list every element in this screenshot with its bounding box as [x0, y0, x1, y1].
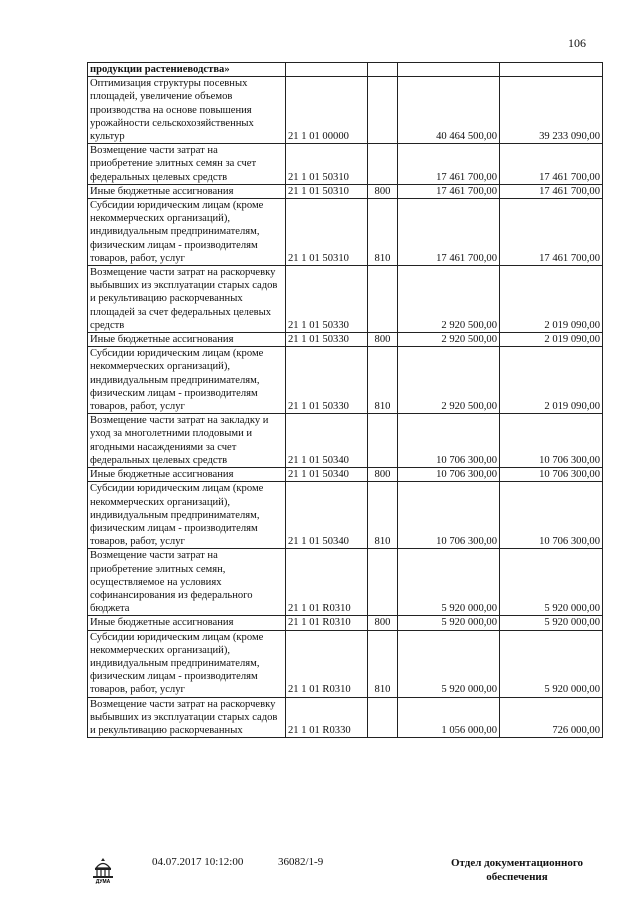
sum-2017-cell: 17 461 700,00: [398, 184, 500, 198]
name-cell: Субсидии юридическим лицам (кроме некоммерческих организаций), индивидуальным предпринимателям, физическим лицам - производителям товаров, работ, услуг: [88, 630, 286, 697]
vr-cell: [368, 549, 398, 616]
sum-2018-cell: [500, 63, 603, 77]
sum-2018-cell: 10 706 300,00: [500, 468, 603, 482]
table-row: [88, 468, 603, 482]
sum-2017-cell: 17 461 700,00: [398, 144, 500, 185]
vr-cell: 800: [368, 333, 398, 347]
code-cell: 21 1 01 50310: [286, 199, 368, 266]
sum-2017-cell: 17 461 700,00: [398, 199, 500, 266]
sum-2017-cell: 2 920 500,00: [398, 266, 500, 333]
name-cell: Иные бюджетные ассигнования: [88, 333, 286, 347]
sum-2018-cell: 39 233 090,00: [500, 77, 603, 144]
code-cell: 21 1 01 50330: [286, 347, 368, 414]
sum-2018-cell: 2 019 090,00: [500, 266, 603, 333]
name-cell: Оптимизация структуры посевных площадей, увеличение объемов производства на основе повышения урожайности сельскохозяйственных культур: [88, 77, 286, 144]
sum-2017-cell: [398, 63, 500, 77]
sum-2018-cell: 5 920 000,00: [500, 549, 603, 616]
duma-logo-icon: [90, 856, 116, 884]
vr-cell: [368, 144, 398, 185]
footer-doc-code: 36082/1-9: [278, 856, 324, 868]
vr-cell: 810: [368, 630, 398, 697]
code-cell: 21 1 01 R0330: [286, 697, 368, 738]
vr-cell: [368, 63, 398, 77]
table-row: [88, 144, 603, 185]
table-row: [88, 199, 603, 266]
sum-2017-cell: 2 920 500,00: [398, 333, 500, 347]
code-cell: 21 1 01 R0310: [286, 630, 368, 697]
code-cell: 21 1 01 R0310: [286, 616, 368, 630]
code-cell: 21 1 01 50340: [286, 482, 368, 549]
code-cell: [286, 63, 368, 77]
code-cell: 21 1 01 50330: [286, 266, 368, 333]
code-cell: 21 1 01 00000: [286, 77, 368, 144]
code-cell: 21 1 01 R0310: [286, 549, 368, 616]
table-row: [88, 616, 603, 630]
table-row: [88, 184, 603, 198]
name-cell: Иные бюджетные ассигнования: [88, 616, 286, 630]
vr-cell: [368, 266, 398, 333]
sum-2018-cell: 17 461 700,00: [500, 144, 603, 185]
vr-cell: [368, 697, 398, 738]
name-cell: Иные бюджетные ассигнования: [88, 468, 286, 482]
name-cell: продукции растениеводства»: [88, 63, 286, 77]
table-row: [88, 347, 603, 414]
vr-cell: 810: [368, 482, 398, 549]
sum-2017-cell: 40 464 500,00: [398, 77, 500, 144]
code-cell: 21 1 01 50310: [286, 184, 368, 198]
sum-2018-cell: 5 920 000,00: [500, 630, 603, 697]
vr-cell: 810: [368, 347, 398, 414]
table-row: [88, 63, 603, 77]
footer-department: Отдел документационного обеспечения: [450, 857, 584, 883]
footer-timestamp: 04.07.2017 10:12:00: [152, 856, 244, 868]
code-cell: 21 1 01 50340: [286, 414, 368, 468]
svg-text:ДУМА: ДУМА: [95, 879, 111, 884]
vr-cell: 800: [368, 616, 398, 630]
budget-table: [87, 62, 603, 738]
name-cell: Возмещение части затрат на закладку и уход за многолетними плодовыми и ягодными насаждениями за счет федеральных целевых средств: [88, 414, 286, 468]
table-row: [88, 697, 603, 738]
sum-2017-cell: 10 706 300,00: [398, 482, 500, 549]
sum-2017-cell: 1 056 000,00: [398, 697, 500, 738]
sum-2018-cell: 10 706 300,00: [500, 482, 603, 549]
name-cell: Возмещение части затрат на приобретение элитных семян, осуществляемое на условиях софинансирования из федерального бюджета: [88, 549, 286, 616]
name-cell: Возмещение части затрат на раскорчевку выбывших из эксплуатации старых садов и рекультивацию раскорчеванных площадей за счет федеральных целевых средств: [88, 266, 286, 333]
sum-2018-cell: 726 000,00: [500, 697, 603, 738]
table-row: [88, 549, 603, 616]
table-row: [88, 482, 603, 549]
vr-cell: 810: [368, 199, 398, 266]
table-row: [88, 266, 603, 333]
code-cell: 21 1 01 50310: [286, 144, 368, 185]
vr-cell: 800: [368, 468, 398, 482]
table-row: [88, 414, 603, 468]
table-row: [88, 630, 603, 697]
code-cell: 21 1 01 50340: [286, 468, 368, 482]
sum-2018-cell: 17 461 700,00: [500, 199, 603, 266]
sum-2017-cell: 5 920 000,00: [398, 630, 500, 697]
sum-2017-cell: 10 706 300,00: [398, 468, 500, 482]
sum-2017-cell: 2 920 500,00: [398, 347, 500, 414]
table-row: [88, 77, 603, 144]
sum-2017-cell: 5 920 000,00: [398, 549, 500, 616]
page-number: 106: [568, 36, 586, 50]
sum-2018-cell: 2 019 090,00: [500, 347, 603, 414]
name-cell: Субсидии юридическим лицам (кроме некоммерческих организаций), индивидуальным предпринимателям, физическим лицам - производителям товаров, работ, услуг: [88, 199, 286, 266]
name-cell: Возмещение части затрат на раскорчевку выбывших из эксплуатации старых садов и рекультивацию раскорчеванных: [88, 697, 286, 738]
name-cell: Возмещение части затрат на приобретение элитных семян за счет федеральных целевых средств: [88, 144, 286, 185]
table-row: [88, 333, 603, 347]
vr-cell: [368, 77, 398, 144]
name-cell: Субсидии юридическим лицам (кроме некоммерческих организаций), индивидуальным предпринимателям, физическим лицам - производителям товаров, работ, услуг: [88, 347, 286, 414]
sum-2017-cell: 5 920 000,00: [398, 616, 500, 630]
sum-2017-cell: 10 706 300,00: [398, 414, 500, 468]
sum-2018-cell: 17 461 700,00: [500, 184, 603, 198]
name-cell: Субсидии юридическим лицам (кроме некоммерческих организаций), индивидуальным предпринимателям, физическим лицам - производителям товаров, работ, услуг: [88, 482, 286, 549]
vr-cell: 800: [368, 184, 398, 198]
name-cell: Иные бюджетные ассигнования: [88, 184, 286, 198]
code-cell: 21 1 01 50330: [286, 333, 368, 347]
sum-2018-cell: 2 019 090,00: [500, 333, 603, 347]
sum-2018-cell: 5 920 000,00: [500, 616, 603, 630]
vr-cell: [368, 414, 398, 468]
sum-2018-cell: 10 706 300,00: [500, 414, 603, 468]
